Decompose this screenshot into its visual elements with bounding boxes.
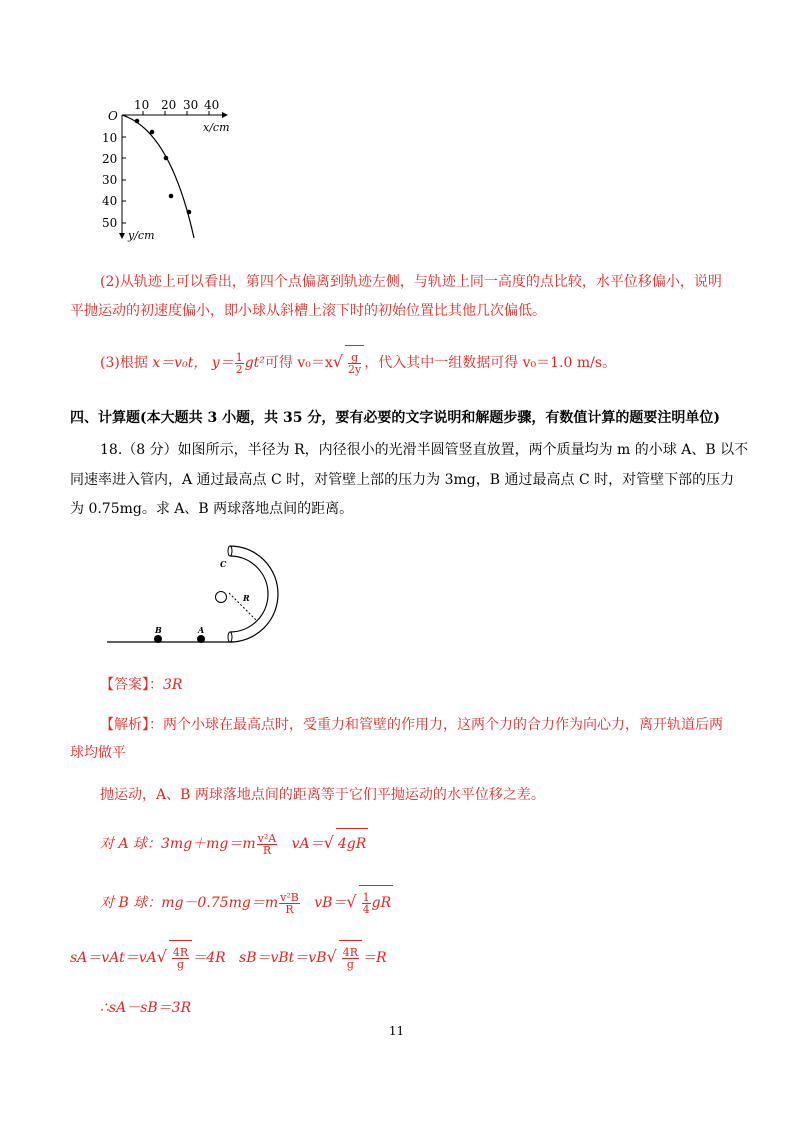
trajectory-curve: [122, 115, 194, 238]
y-tick-30: 30: [102, 173, 118, 187]
x-tick-40: 40: [204, 98, 220, 112]
equation-s: sA＝vAt＝vA√ $\frac{4R}{g}$ ＝4R sB＝vBt＝vB√ $\frac{4R}{g}$ ＝R: [70, 940, 387, 975]
y-axis-arrow: [119, 233, 125, 239]
tube-bottom-opening: [228, 632, 232, 642]
conclusion-line: ∴sA－sB＝3R: [100, 1000, 192, 1016]
data-point-1: [135, 119, 140, 124]
x-axis-arrow: [222, 112, 228, 118]
equation-a: 对 A 球：3mg＋mg＝m $\frac{\text{v²A}}{R}$ vA＝√ 4gR: [100, 828, 368, 859]
answer-label: 【答案】：: [100, 677, 163, 693]
analysis-line3: 抛运动，A、B 两球落地点间的距离等于它们平抛运动的水平位移之差。: [100, 787, 545, 803]
tube-top-opening: [228, 546, 232, 556]
y-axis-unit: y/cm: [128, 229, 155, 242]
equation-b: 对 B 球：mg－0.75mg＝m $\frac{\text{v²B}}{R}$ vB＝√ $\frac{1}{4}$ gR: [100, 885, 393, 920]
y-tick-50: 50: [102, 216, 118, 230]
answer-line: [100, 675, 182, 695]
ball-b: [154, 635, 162, 643]
label-b: B: [155, 625, 162, 635]
problem18-line2: 同速率进入管内，A 通过最高点 C 时，对管壁上部的压力为 3mg，B 通过最高点 C 时，对管壁下部的压力: [70, 472, 735, 488]
label-a: A: [198, 625, 205, 635]
analysis-line1: 【解析】：两个小球在最高点时，受重力和管壁的作用力，这两个力的合力作为向心力，离开轨道后两: [100, 717, 723, 733]
center-circle: [216, 592, 227, 603]
data-point-2: [150, 130, 155, 135]
semicircle-tube-diagram: [105, 543, 285, 648]
part2-line2: 平抛运动的初速度偏小，即小球从斜槽上滚下时的初始位置比其他几次偏低。: [70, 303, 546, 319]
data-point-3: [164, 156, 169, 161]
x-axis-unit: x/cm: [203, 121, 230, 134]
part3-line: (3)根据 x＝v₀t， y＝ $\frac{1}{2}$ gt²可得 v₀＝x√ $\frac{g}{2y}$ ，代入其中一组数据可得 v₀＝1.0 m/s。: [100, 345, 616, 380]
analysis-line2: 球均做平: [70, 745, 126, 761]
data-point-4: [169, 194, 174, 199]
answer-value: 3R: [163, 677, 183, 693]
y-tick-20: 20: [102, 152, 118, 166]
x-tick-10: 10: [134, 98, 150, 112]
x-tick-30: 30: [183, 98, 199, 112]
page-number: 11: [388, 1024, 405, 1038]
trajectory-graph: [100, 95, 250, 245]
problem18-line1: 18.（8 分）如图所示，半径为 R，内径很小的光滑半圆管竖直放置，两个质量均为 m 的小球 A、B 以不: [100, 442, 749, 458]
ball-a: [197, 635, 205, 643]
tube-outer-wall: [230, 546, 278, 642]
x-tick-20: 20: [161, 98, 177, 112]
label-r: R: [243, 593, 250, 603]
graph-origin-label: O: [108, 109, 118, 123]
label-c: C: [220, 559, 227, 569]
y-tick-40: 40: [102, 194, 118, 208]
y-tick-10: 10: [102, 131, 118, 145]
data-point-5: [187, 210, 192, 215]
section-heading: 四、计算题(本大题共 3 小题，共 35 分，要有必要的文字说明和解题步骤，有数值计算的题要注明单位): [70, 410, 720, 426]
problem18-line3: 为 0.75mg。求 A、B 两球落地点间的距离。: [70, 501, 354, 517]
part2-line1: (2)从轨迹上可以看出，第四个点偏离到轨迹左侧，与轨迹上同一高度的点比较，水平位移偏小，说明: [100, 274, 722, 290]
